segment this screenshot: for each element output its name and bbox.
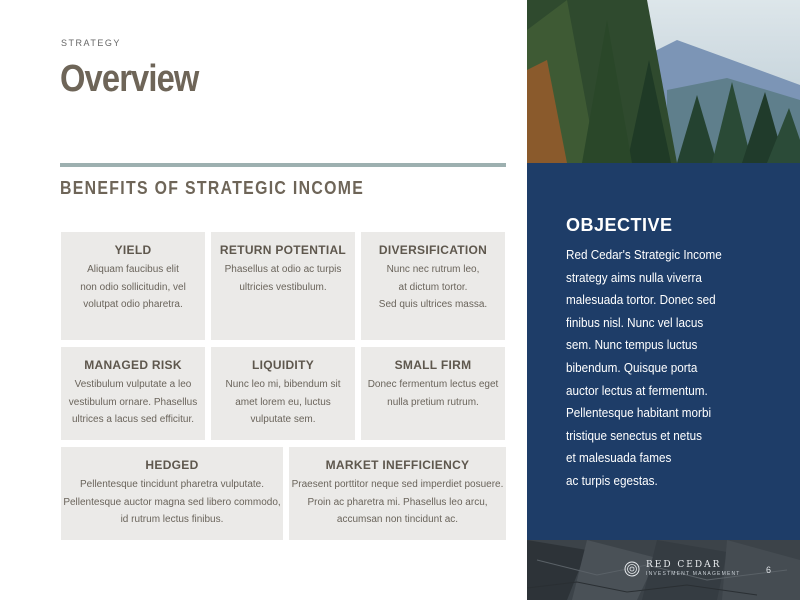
objective-line: Red Cedar's Strategic Income xyxy=(566,247,722,262)
forest-photo-image xyxy=(527,0,800,163)
benefit-line: Pellentesque auctor magna sed libero commodo, xyxy=(63,496,281,508)
benefit-card-title: MANAGED RISK xyxy=(84,358,182,372)
benefit-line: Proin ac pharetra mi. Phasellus leo arcu, xyxy=(307,496,488,508)
objective-line: auctor lectus at fermentum. xyxy=(566,382,708,398)
benefit-card-title: LIQUIDITY xyxy=(251,358,315,372)
benefit-card-title: HEDGED xyxy=(145,458,199,472)
benefit-line: accumsan non tincidunt ac. xyxy=(336,514,459,525)
benefit-line: Nunc leo mi, bibendum sit xyxy=(225,379,341,390)
benefit-line: Pellentesque tincidunt pharetra vulputate. xyxy=(79,479,264,490)
benefit-card-title: YIELD xyxy=(114,243,152,257)
objective-line: sem. Nunc tempus luctus xyxy=(566,337,698,353)
benefit-line: Sed quis ultrices massa. xyxy=(378,299,488,310)
benefit-card-text xyxy=(61,476,283,529)
red-cedar-logo-icon xyxy=(624,561,640,577)
page-number: 6 xyxy=(766,565,772,575)
benefits-heading: BENEFITS OF STRATEGIC INCOME xyxy=(60,178,365,198)
objective-line: finibus nisl. Nunc vel lacus xyxy=(566,314,704,330)
objective-line: et malesuada fames xyxy=(566,450,672,466)
benefit-line: Aliquam faucibus elit xyxy=(87,264,179,275)
benefit-card-return-potential xyxy=(211,232,355,340)
objective-line: malesuada tortor. Donec sed xyxy=(566,292,716,308)
benefit-card-hedged xyxy=(61,447,283,540)
benefit-card-title: MARKET INEFFICIENCY xyxy=(325,458,470,472)
benefit-card-managed-risk xyxy=(61,347,205,440)
benefit-line: Vestibulum vulputate a leo xyxy=(74,379,192,390)
benefit-line: id rutrum lectus finibus. xyxy=(120,514,224,525)
benefit-line: ultricies vestibulum. xyxy=(239,281,327,293)
benefit-card-small-firm xyxy=(361,347,505,440)
page-title: Overview xyxy=(60,58,199,100)
benefit-line: Praesent porttitor neque sed imperdiet posuere. xyxy=(291,479,504,490)
benefit-card-text xyxy=(361,261,505,314)
objective-line: strategy aims nulla viverra xyxy=(566,269,702,285)
benefit-card-text xyxy=(61,376,205,429)
objective-line: tristique senectus et netus xyxy=(566,427,702,443)
benefit-line: at dictum tortor. xyxy=(398,281,468,293)
benefit-card-text xyxy=(361,376,505,411)
benefit-card-title: RETURN POTENTIAL xyxy=(219,243,347,257)
section-divider xyxy=(60,163,506,167)
benefit-line: amet lorem eu, luctus xyxy=(235,396,331,408)
benefit-line: ultrices a lacus sed efficitur. xyxy=(71,414,195,425)
benefit-line: vulputate sem. xyxy=(250,414,316,425)
benefit-line: volutpat odio pharetra. xyxy=(83,299,183,310)
benefit-card-diversification xyxy=(361,232,505,340)
objective-line: bibendum. Quisque porta xyxy=(566,359,698,375)
benefit-card-liquidity xyxy=(211,347,355,440)
objective-line: Pellentesque habitant morbi xyxy=(566,405,712,421)
benefit-line: vestibulum ornare. Phasellus xyxy=(68,396,198,408)
benefit-card-text xyxy=(211,261,355,296)
brand-tagline: INVESTMENT MANAGEMENT xyxy=(646,571,741,577)
benefit-card-text xyxy=(211,376,355,429)
forest-photo xyxy=(527,0,800,163)
benefit-line: non odio sollicitudin, vel xyxy=(80,281,186,293)
benefit-line: Phasellus at odio ac turpis xyxy=(224,264,342,275)
section-eyebrow: STRATEGY xyxy=(61,38,121,48)
benefit-card-text xyxy=(61,261,205,314)
benefit-card-yield xyxy=(61,232,205,340)
objective-heading: OBJECTIVE xyxy=(566,215,673,235)
benefit-card-title: DIVERSIFICATION xyxy=(378,243,488,257)
benefit-card-market-inefficiency xyxy=(289,447,506,540)
benefit-line: Nunc nec rutrum leo, xyxy=(386,264,480,275)
benefit-card-title: SMALL FIRM xyxy=(394,358,472,372)
objective-line: ac turpis egestas. xyxy=(566,472,658,488)
benefit-line: nulla pretium rutrum. xyxy=(387,396,479,408)
benefit-line: Donec fermentum lectus eget xyxy=(367,379,499,390)
benefit-card-text xyxy=(289,476,506,529)
brand-name: RED CEDAR xyxy=(646,560,722,570)
objective-text xyxy=(566,244,791,493)
red-cedar-brand xyxy=(624,560,741,578)
objective-panel xyxy=(527,163,800,540)
